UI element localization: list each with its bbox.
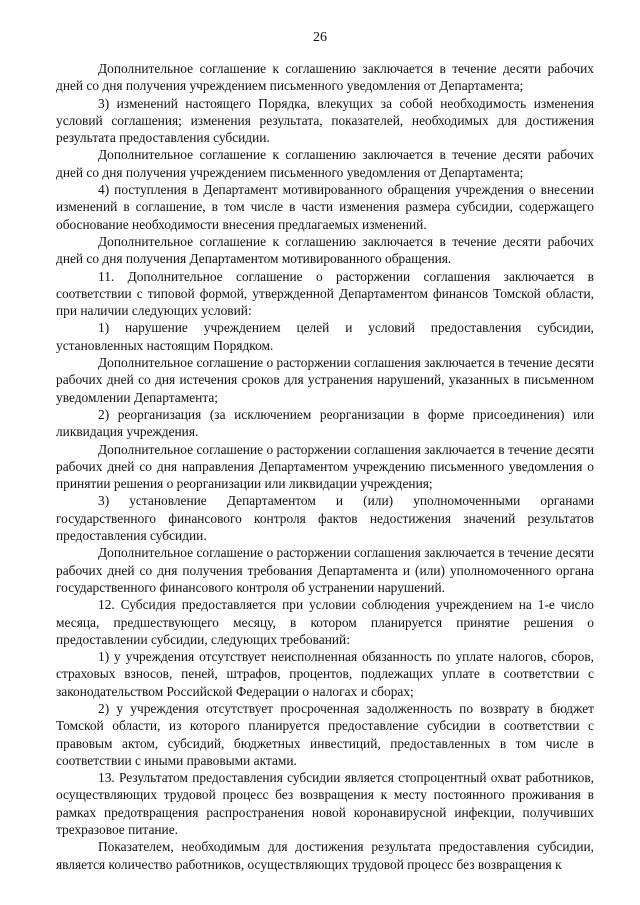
paragraph: Показателем, необходимым для достижения результата предоставления субсидии, является количество работников, осуществляющих трудовой процесс без возвращения к [56, 839, 594, 872]
paragraph: 11. Дополнительное соглашение о расторжении соглашения заключается в соответствии с типовой формой, утвержденной Департаментом финансов Томской области, при наличии следующих условий: [56, 268, 594, 319]
paragraph: 1) нарушение учреждением целей и условий предоставления субсидии, установленных настоящим Порядком. [56, 320, 594, 353]
paragraph: Дополнительное соглашение к соглашению заключается в течение десяти рабочих дней со дня получения Департаментом мотивированного обращения. [56, 233, 594, 267]
paragraph: Дополнительное соглашение о расторжении соглашения заключается в течение десяти рабочих дней со дня направления Департаментом учреждению письменного уведомления о принятии решения о реорганизации или ликвидации учреждения; [56, 441, 594, 492]
paragraph: 3) установление Департаментом и (или) уполномоченными органами государственного финансового контроля фактов недостижения значений результатов предоставления субсидии. [56, 493, 594, 544]
paragraph: Дополнительное соглашение к соглашению заключается в течение десяти рабочих дней со дня получения учреждением письменного уведомления от Департамента; [56, 61, 594, 94]
paragraph: 1) у учреждения отсутствует неисполненная обязанность по уплате налогов, сборов, страховых взносов, пеней, штрафов, процентов, подлежащих уплате в соответствии с законодательством Российской Федерации о налогах и сборах; [56, 649, 594, 699]
paragraph: Дополнительное соглашение о расторжении соглашения заключается в течение десяти рабочих дней со дня получения требования Департамента и (или) уполномоченного органа государственного финансового контроля об устранении нарушений. [56, 545, 594, 595]
paragraph: 2) у учреждения отсутствует просроченная задолженность по возврату в бюджет Томской области, из которого планируется предоставление субсидии в соответствии с правовым актом, субсидий, бюджетных инвестиций, предоставленных в том числе в соответствии с иными правовыми актами. [56, 700, 594, 768]
page-number: 26 [313, 30, 327, 45]
document-body [56, 60, 594, 873]
paragraph: Дополнительное соглашение к соглашению заключается в течение десяти рабочих дней со дня получения учреждением письменного уведомления от Департамента; [56, 147, 594, 180]
paragraph: Дополнительное соглашение о расторжении соглашения заключается в течение десяти рабочих дней со дня истечения сроков для устранения нарушений, указанных в письменном уведомлении Департамента; [56, 355, 594, 405]
paragraph: 4) поступления в Департамент мотивированного обращения учреждения о внесении изменений в соглашение, в том числе в части изменения размера субсидии, содержащего обоснование необходимости внесения предлагаемых изменений. [56, 182, 594, 232]
paragraph: 13. Результатом предоставления субсидии является стопроцентный охват работников, осуществляющих трудовой процесс без возвращения к месту постоянного проживания в рамках предотвращения распространения новой коронавирусной инфекции, получивших трехразовое питание. [56, 770, 594, 838]
paragraph: 2) реорганизация (за исключением реорганизации в форме присоединения) или ликвидация учреждения. [56, 406, 594, 440]
paragraph: 3) изменений настоящего Порядка, влекущих за собой необходимость изменения условий соглашения; изменения результата, показателей, необходимых для достижения результата предоставления субсидии. [56, 95, 594, 146]
paragraph: 12. Субсидия предоставляется при условии соблюдения учреждением на 1-е число месяца, предшествующего месяцу, в котором планируется принятие решения о предоставлении субсидии, следующих требований: [56, 597, 594, 647]
